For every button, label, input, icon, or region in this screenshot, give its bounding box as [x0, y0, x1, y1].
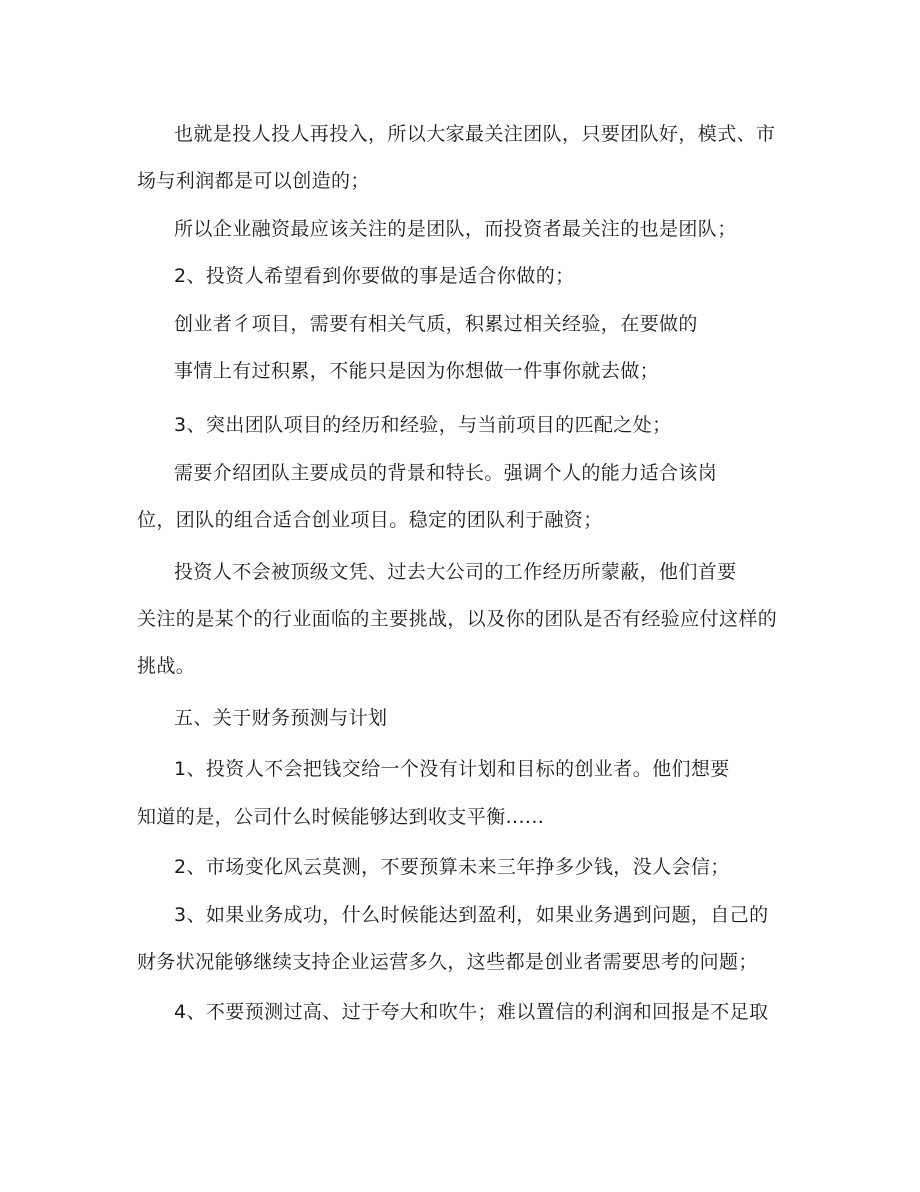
text-line: 关注的是某个的行业面临的主要挑战，以及你的团队是否有经验应付这样的 [137, 608, 778, 630]
text-line: 4、不要预测过高、过于夸大和吹牛；难以置信的利润和回报是不足取 [174, 1001, 769, 1023]
text-line: 2、投资人希望看到你要做的事是适合你做的； [174, 265, 575, 287]
text-line: 投资人不会被顶级文凭、过去大公司的工作经历所蒙蔽，他们首要 [174, 561, 737, 583]
text-line: 事情上有过积累，不能只是因为你想做一件事你就去做； [174, 360, 660, 382]
text-line: 所以企业融资最应该关注的是团队，而投资者最关注的也是团队； [174, 218, 737, 240]
text-line: 2、市场变化风云莫测，不要预算未来三年挣多少钱，没人会信； [174, 856, 730, 878]
text-line: 3、突出团队项目的经历和经验，与当前项目的匹配之处； [174, 414, 672, 436]
text-line: 1、投资人不会把钱交给一个没有计划和目标的创业者。他们想要 [174, 758, 730, 780]
text-line: 创业者彳项目，需要有相关气质，积累过相关经验，在要做的 [174, 313, 698, 335]
text-line: 财务状况能够继续支持企业运营多久，这些都是创业者需要思考的问题； [137, 951, 758, 973]
text-line: 需要介绍团队主要成员的背景和特长。强调个人的能力适合该岗 [174, 462, 718, 484]
text-line: 挑战。 [137, 655, 196, 677]
text-line: 场与利润都是可以创造的； [137, 170, 370, 192]
text-line: 也就是投人投人再投入，所以大家最关注团队，只要团队好，模式、市 [174, 123, 776, 145]
text-line: 位，团队的组合适合创业项目。稳定的团队利于融资； [137, 509, 603, 531]
text-line: 知道的是，公司什么时候能够达到收支平衡...... [137, 806, 545, 828]
text-line: 五、关于财务预测与计划 [174, 707, 388, 729]
text-line: 3、如果业务成功，什么时候能达到盈利，如果业务遇到问题，自己的 [174, 904, 769, 926]
